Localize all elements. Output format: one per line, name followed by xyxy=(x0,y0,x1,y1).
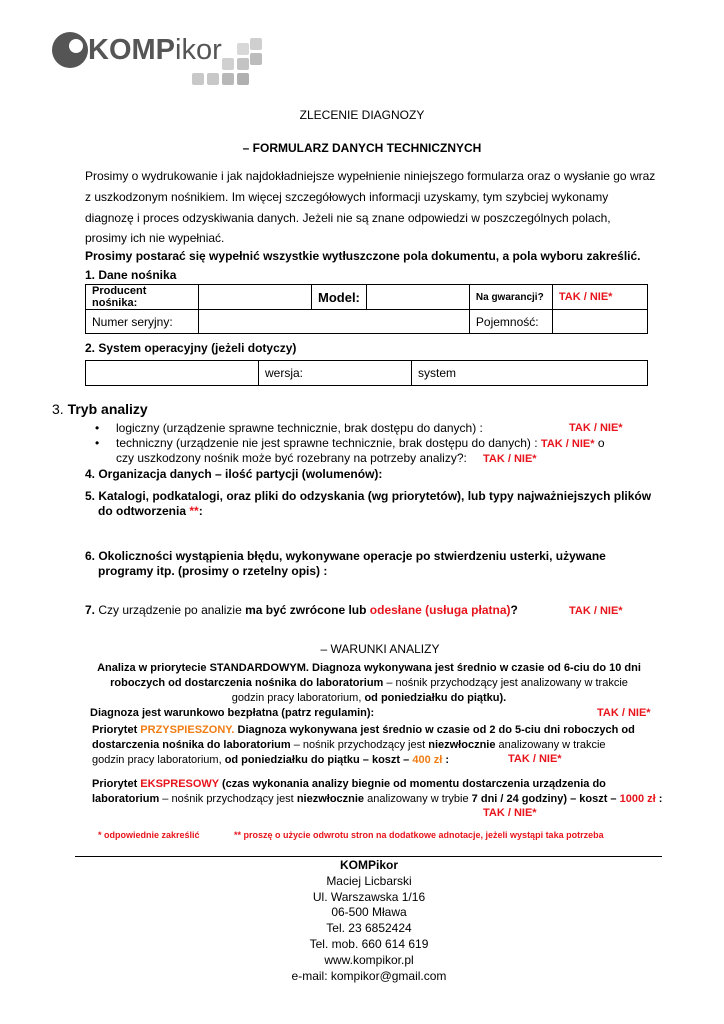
fast-line2-mid: – nośnik przychodzący jest xyxy=(290,739,429,751)
intro-line: Prosimy o wydrukowanie i jak najdokładniejsze wypełnienie niniejszego formularza oraz o wysłanie go wraz xyxy=(85,169,656,183)
standard-line3 xyxy=(80,691,658,706)
device-data-table xyxy=(85,284,648,334)
standard-line2-rest: – nośnik przychodzący jest analizowany w trakcie xyxy=(383,677,628,689)
express-line1 xyxy=(92,777,662,792)
mode-techniczny-tail: o xyxy=(594,436,605,450)
mode-logiczny-choice[interactable]: TAK / NIE* xyxy=(569,422,623,434)
express-line2-rest: analizowany w trybie xyxy=(364,793,472,805)
fast-line3-b: od poniedziałku do piątku – koszt – xyxy=(224,754,413,766)
express-choice[interactable]: TAK / NIE* xyxy=(483,807,537,819)
fast-name: PRZYSPIESZONY. xyxy=(140,724,235,736)
mode-logiczny[interactable] xyxy=(95,421,655,436)
rozebrany-text: czy uszkodzony nośnik może być rozebrany na potrzeby analizy?: xyxy=(116,451,467,465)
mode-list xyxy=(95,421,655,466)
fast-line3-a: godzin pracy laboratorium, xyxy=(92,754,225,766)
free-choice[interactable]: TAK / NIE* xyxy=(597,707,651,719)
section3-title: Tryb analizy xyxy=(67,401,148,417)
standard-line2 xyxy=(80,676,658,691)
fast-price: 400 zł xyxy=(412,754,443,766)
footer-divider xyxy=(75,856,662,857)
express-line2-bold3: 7 dni / 24 godziny) – koszt – xyxy=(471,793,620,805)
footer-mobile: Tel. mob. 660 614 619 xyxy=(309,936,429,951)
footer-email[interactable]: e-mail: kompikor@gmail.com xyxy=(291,968,447,983)
conditions-heading: – WARUNKI ANALIZY xyxy=(320,642,440,656)
doc-title: ZLECENIE DIAGNOZY xyxy=(299,108,425,122)
standard-priority xyxy=(80,661,658,706)
bullet: • xyxy=(95,436,100,450)
mode-techniczny-label: techniczny (urządzenie nie jest sprawne technicznie, brak dostępu do danych) : xyxy=(116,436,538,450)
os-field[interactable] xyxy=(86,361,259,386)
rozebrany-choice[interactable]: TAK / NIE* xyxy=(483,453,537,465)
fast-line2-bold: dostarczenia nośnika do laboratorium xyxy=(92,739,291,751)
standard-line2-bold: roboczych od dostarczenia nośnika do laboratorium xyxy=(110,677,384,689)
intro-line: z uszkodzonym nośnikiem. Im więcej szczegółowych informacji uzyskamy, tym szybciej wykonamy xyxy=(85,190,609,204)
fast-line1 xyxy=(92,723,635,738)
fast-line3-c: : xyxy=(442,754,450,766)
section5-stars: ** xyxy=(189,504,199,518)
express-line1-rest: (czas wykonania analizy biegnie od momentu dostarczenia urządzenia do xyxy=(218,778,606,790)
section7-text1: Czy urządzenie po analizie xyxy=(98,603,246,617)
section5-line2 xyxy=(85,504,651,519)
intro-line: prosimy ich nie wypełniać. xyxy=(85,231,225,245)
footnote-1: * odpowiednie zakreślić xyxy=(98,830,200,840)
fast-choice[interactable]: TAK / NIE* xyxy=(508,753,562,765)
footer-web[interactable]: www.kompikor.pl xyxy=(324,952,414,967)
express-prefix: Priorytet xyxy=(92,778,141,790)
express-price: 1000 zł xyxy=(619,793,656,805)
intro-text xyxy=(85,166,655,265)
bullet: • xyxy=(95,421,100,435)
section2-heading: 2. System operacyjny (jeżeli dotyczy) xyxy=(85,341,297,355)
footer-company: KOMPikor xyxy=(339,858,398,872)
section7-choice[interactable]: TAK / NIE* xyxy=(569,605,623,617)
section7-text2: ma być zwrócone lub xyxy=(245,603,370,617)
gwarancja-label: Na gwarancji? xyxy=(469,285,552,310)
os-table xyxy=(85,360,648,386)
footer-name: Maciej Licbarski xyxy=(326,873,412,888)
section5-line2-text: do odtworzenia xyxy=(98,504,190,518)
free-label: Diagnoza jest warunkowo bezpłatna (patrz regulamin): xyxy=(90,707,375,719)
model-label: Model: xyxy=(312,285,367,310)
section7-text3: odesłane (usługa płatna) xyxy=(369,603,511,617)
express-line2-end: : xyxy=(655,793,663,805)
doc-subtitle: – FORMULARZ DANYCH TECHNICZNYCH xyxy=(242,141,482,155)
express-line2-bold: laboratorium xyxy=(92,793,160,805)
mode-techniczny-text xyxy=(116,436,605,452)
section5-heading xyxy=(85,489,651,519)
section6-line2: programy itp. (prosimy o rzetelny opis) : xyxy=(98,564,328,578)
pojemnosc-field[interactable] xyxy=(552,310,647,334)
fast-line2 xyxy=(92,738,635,753)
footer-city: 06-500 Mława xyxy=(331,905,407,920)
section6-line1: 6. Okoliczności wystąpienia błędu, wykonywane operacje po stwierdzeniu usterki, używane xyxy=(85,549,606,563)
logo-text-light: ikor xyxy=(175,34,222,66)
system-label: system xyxy=(412,361,648,386)
producent-field[interactable] xyxy=(199,285,312,310)
footer-contact xyxy=(0,858,724,984)
section4-heading: 4. Organizacja danych – ilość partycji (wolumenów): xyxy=(85,467,383,481)
model-field[interactable] xyxy=(366,285,469,310)
rozebrany-row xyxy=(95,451,655,466)
serial-field[interactable] xyxy=(199,310,470,334)
section3-heading xyxy=(52,401,148,417)
intro-line: diagnozę i proces odzyskiwania danych. Jeżeli nie są znane odpowiedzi w poszczególnych polach, xyxy=(85,211,611,225)
wersja-label: wersja: xyxy=(259,361,412,386)
express-line2-mid: – nośnik przychodzący jest xyxy=(159,793,297,805)
section5-line1: 5. Katalogi, podkatalogi, oraz pliki do odzyskania (wg priorytetów), lub typy najważniejszych plików xyxy=(85,489,652,503)
section5-colon: : xyxy=(198,504,203,518)
express-line2 xyxy=(92,792,662,807)
footer-street: Ul. Warszawska 1/16 xyxy=(312,889,426,904)
section1-heading: 1. Dane nośnika xyxy=(85,268,177,282)
section3-num: 3. xyxy=(52,401,68,417)
logo-text-bold: KOMP xyxy=(88,34,175,66)
mode-techniczny-choice[interactable]: TAK / NIE* xyxy=(540,438,595,450)
express-priority xyxy=(92,777,662,807)
fast-line2-rest: analizowany w trakcie xyxy=(495,739,606,751)
section7-question xyxy=(85,603,518,617)
serial-label: Numer seryjny: xyxy=(86,310,199,334)
logo-text xyxy=(88,34,222,67)
express-name: EKSPRESOWY xyxy=(140,778,219,790)
mode-techniczny[interactable] xyxy=(95,436,655,451)
standard-line1: Analiza w priorytecie STANDARDOWYM. Diagnoza wykonywana jest średnio w czasie od 6-ciu do 10 dni xyxy=(97,662,641,674)
section6-heading xyxy=(85,549,606,579)
footer-tel: Tel. 23 6852424 xyxy=(326,921,412,936)
section7-num: 7. xyxy=(85,603,99,617)
section7-text4: ? xyxy=(510,603,518,617)
footnote-2: ** proszę o użycie odwrotu stron na dodatkowe adnotacje, jeżeli wystąpi taka potrzeba xyxy=(234,830,604,840)
standard-line3-text: godzin pracy laboratorium, xyxy=(231,692,365,704)
gwarancja-choice[interactable]: TAK / NIE* xyxy=(552,285,647,310)
intro-bold-line: Prosimy postarać się wypełnić wszystkie wytłuszczone pola dokumentu, a pola wyboru zakreślić. xyxy=(85,249,641,263)
fast-line2-bold2: niezwłocznie xyxy=(428,739,496,751)
express-line2-bold2: niezwłocznie xyxy=(296,793,365,805)
mode-logiczny-text: logiczny (urządzenie sprawne technicznie, brak dostępu do danych) : xyxy=(116,421,483,435)
fast-line1-rest: Diagnoza wykonywana jest średnio w czasie od 2 do 5-ciu dni roboczych od xyxy=(234,724,635,736)
pojemnosc-label: Pojemność: xyxy=(469,310,552,334)
standard-line3-bold: od poniedziałku do piątku). xyxy=(364,692,507,704)
producent-label: Producent nośnika: xyxy=(86,285,199,310)
logo xyxy=(50,30,265,90)
fast-prefix: Priorytet xyxy=(92,724,141,736)
